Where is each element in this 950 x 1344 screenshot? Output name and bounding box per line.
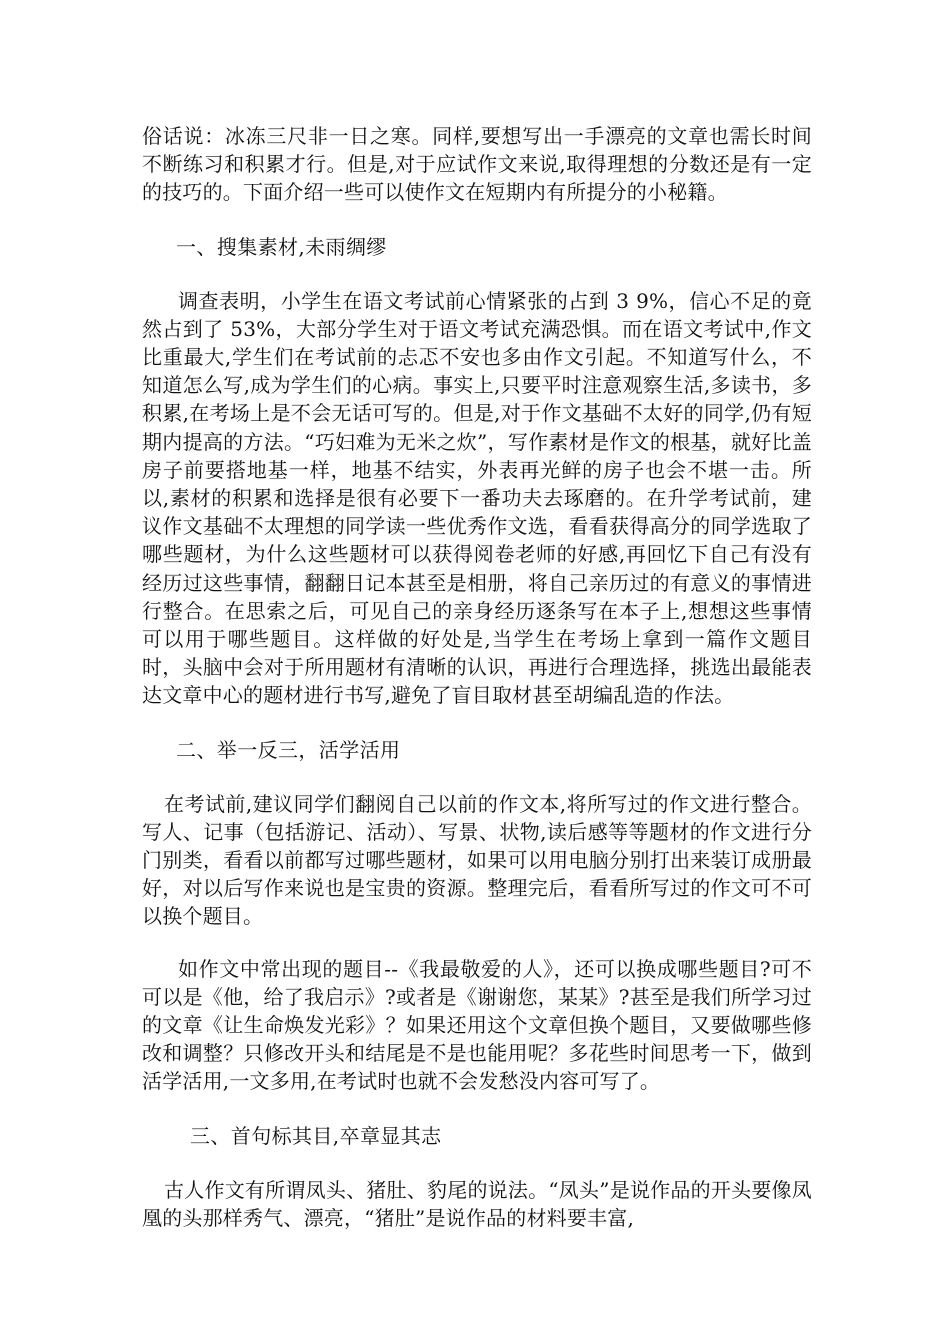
spacer bbox=[142, 931, 812, 955]
spacer bbox=[142, 1150, 812, 1176]
section-1-heading: 一、搜集素材,未雨绸缪 bbox=[176, 234, 387, 259]
document-page bbox=[142, 122, 812, 1232]
section-3-heading: 三、首句标其目,卒章显其志 bbox=[190, 1123, 442, 1148]
spacer bbox=[142, 710, 812, 736]
spacer bbox=[142, 764, 812, 790]
section-2-heading: 二、举一反三，活学活用 bbox=[176, 737, 401, 762]
intro-paragraph: 俗话说：冰冻三尺非一日之寒。同样,要想写出一手漂亮的文章也需长时间不断练习和积累才行。但是,对于应试作文来说,取得理想的分数还是有一定的技巧的。下面介绍一些可以使作文在短期内有所提分的小秘籍。 bbox=[142, 124, 812, 205]
section-2-paragraph-1: 在考试前,建议同学们翻阅自己以前的作文本,将所写过的作文进行整合。写人、记事（包括游记、活动）、写景、状物,读后感等等题材的作文进行分门别类，看看以前都写过哪些题材，如果可以用电脑分别打出来装订成册最好，对以后写作来说也是宝贵的资源。整理完后，看看所写过的作文可不可以换个题目。 bbox=[142, 791, 812, 929]
spacer bbox=[142, 207, 812, 233]
spacer bbox=[142, 1096, 812, 1122]
section-3-paragraph: 古人作文有所谓凤头、猪肚、豹尾的说法。“凤头”是说作品的开头要像凤凰的头那样秀气、漂亮，“猪肚”是说作品的材料要丰富, bbox=[142, 1177, 812, 1230]
section-2-paragraph-2: 如作文中常出现的题目--《我最敬爱的人》，还可以换成哪些题目?可不可以是《他，给了我启示》?或者是《谢谢您，某某》?甚至是我们所学习过的文章《让生命焕发光彩》？如果还用这个文章但换个题目，又要做哪些修改和调整？只修改开头和结尾是不是也能用呢？多花些时间思考一下，做到活学活用,一文多用,在考试时也就不会发愁没内容可写了。 bbox=[142, 956, 812, 1094]
spacer bbox=[142, 261, 812, 287]
section-1-paragraph: 调查表明，小学生在语文考试前心情紧张的占到 3 9%，信心不足的竟然占到了 53%，大部分学生对于语文考试充满恐惧。而在语文考试中,作文比重最大,学生们在考试前的忐忑不安也多由作文引起。不知道写什么，不知道怎么写,成为学生们的心病。事实上,只要平时注意观察生活,多读书，多积累,在考场上是不会无话可写的。但是,对于作文基础不太好的同学,仍有短期内提高的方法。“巧妇难为无米之炊”，写作素材是作文的根基，就好比盖房子前要搭地基一样，地基不结实，外表再光鲜的房子也会不堪一击。所以,素材的积累和选择是很有必要下一番功夫去琢磨的。在升学考试前，建议作文基础不太理想的同学读一些优秀作文选，看看获得高分的同学选取了哪些题材，为什么这些题材可以获得阅卷老师的好感,再回忆下自己有没有经历过这些事情，翻翻日记本甚至是相册，将自己亲历过的有意义的事情进行整合。在思索之后，可见自己的亲身经历逐条写在本子上,想想这些事情可以用于哪些题目。这样做的好处是,当学生在考场上拿到一篇作文题目时，头脑中会对于所用题材有清晰的认识，再进行合理选择，挑选出最能表达文章中心的题材进行书写,避免了盲目取材甚至胡编乱造的作法。 bbox=[142, 288, 812, 708]
